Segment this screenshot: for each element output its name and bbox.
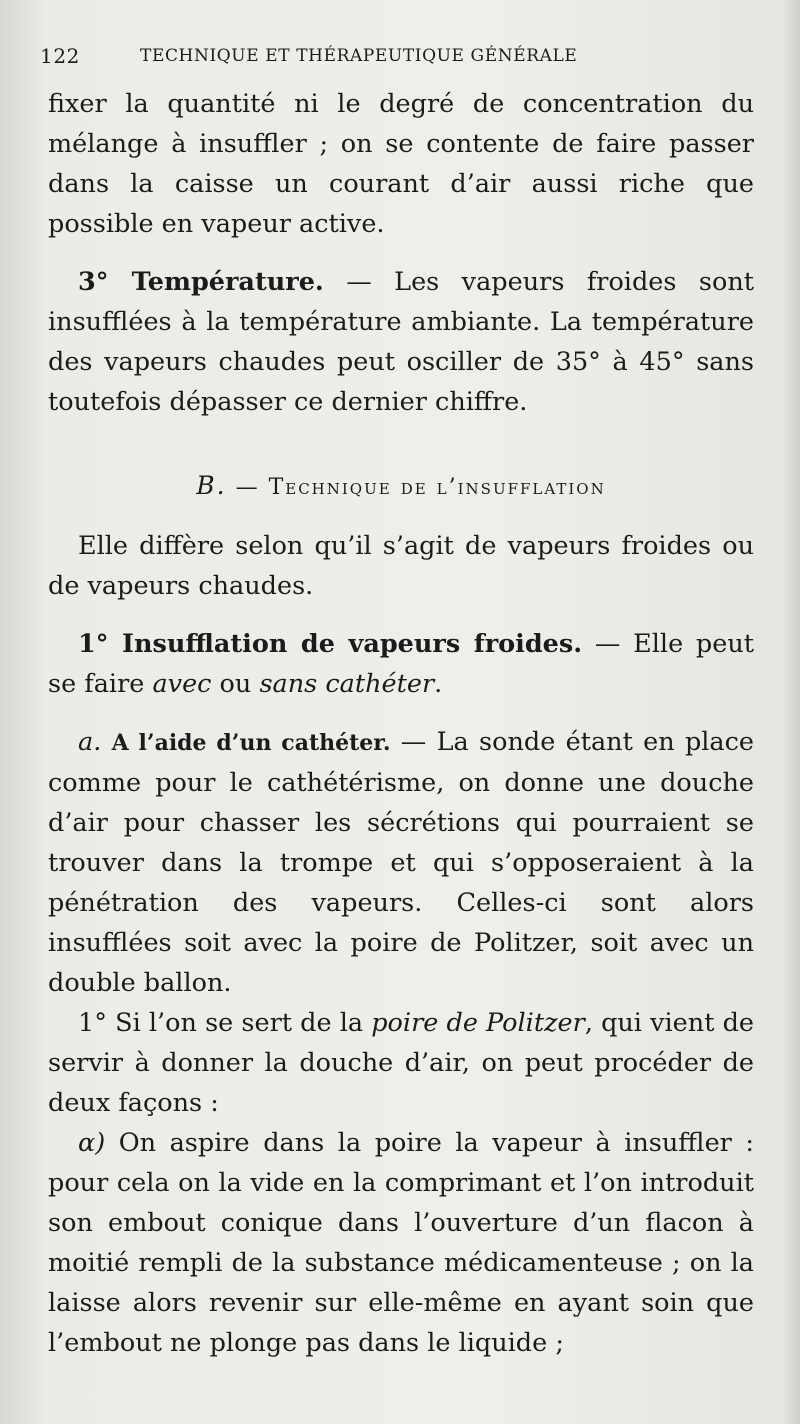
temperature-text: — Les vapeurs froides sont insufflées à la température ambiante. La température des vapeurs chaudes peut osciller de 35° à 45° sans toutefois dépasser ce dernier chiffre. [48, 267, 754, 417]
subsection-letter: a. [78, 727, 102, 757]
vapeurs-froides-text-2: ou [211, 669, 260, 699]
vapeurs-froides-text-3: . [434, 669, 443, 699]
paragraph-temperature [48, 262, 754, 422]
vapeurs-froides-heading: 1° Insufflation de vapeurs froides. [78, 629, 583, 659]
vapeurs-froides-text: — Elle peut se faire [48, 629, 755, 699]
paragraph-politzer [48, 1003, 754, 1123]
temperature-heading: 3° Température. [78, 267, 324, 297]
running-title: TECHNIQUE ET THÉRAPEUTIQUE GÉNÉRALE [140, 46, 578, 66]
paragraph-vapeurs-froides [48, 624, 754, 704]
running-header [40, 44, 760, 72]
page-number: 122 [40, 44, 80, 68]
paragraph-alpha [48, 1123, 754, 1363]
emphasis-avec: avec [152, 669, 212, 699]
page-edge-shadow [782, 0, 800, 1424]
politzer-text-2: , qui vient de servir à donner la douche d’air, on peut procéder de deux façons : [48, 1008, 754, 1118]
emphasis-sans-catheter: sans cathéter [259, 669, 435, 699]
catheter-heading: A l’aide d’un cathéter. [111, 730, 391, 756]
section-title: — Technique de l’insufflation [226, 475, 606, 500]
alpha-text: On aspire dans la poire la vapeur à insuffler : pour cela on la vide en la comprimant et l’on introduit son embout conique dans l’ouverture d’un flacon à moitié rempli de la substance médicamenteuse ; on la laisse alors revenir sur elle-même en ayant soin que l’embout ne plonge pas dans le liquide ; [48, 1128, 754, 1358]
section-letter: B. [196, 471, 227, 500]
catheter-text: — La sonde étant en place comme pour le cathétérisme, on donne une douche d’air pour chasser les sécrétions qui pourraient se trouver dans la trompe et qui s’opposeraient à la pénétration des vapeurs. Celles-ci sont alors insufflées soit avec la poire de Politzer, soit avec un double ballon. [48, 727, 754, 998]
emphasis-poire-politzer: poire de Politzer [371, 1008, 585, 1038]
politzer-text: 1° Si l’on se sert de la [78, 1008, 372, 1038]
body-text [48, 84, 754, 1363]
paragraph-intro: Elle diffère selon qu’il s’agit de vapeurs froides ou de vapeurs chaudes. [48, 531, 754, 601]
paragraph-continuation: fixer la quantité ni le degré de concentration du mélange à insuffler ; on se contente de faire passer dans la caisse un courant d’air aussi riche que possible en vapeur active. [48, 89, 754, 239]
paragraph-catheter [48, 722, 754, 1003]
alpha-marker: α) [78, 1128, 106, 1158]
section-heading-b [48, 466, 754, 508]
